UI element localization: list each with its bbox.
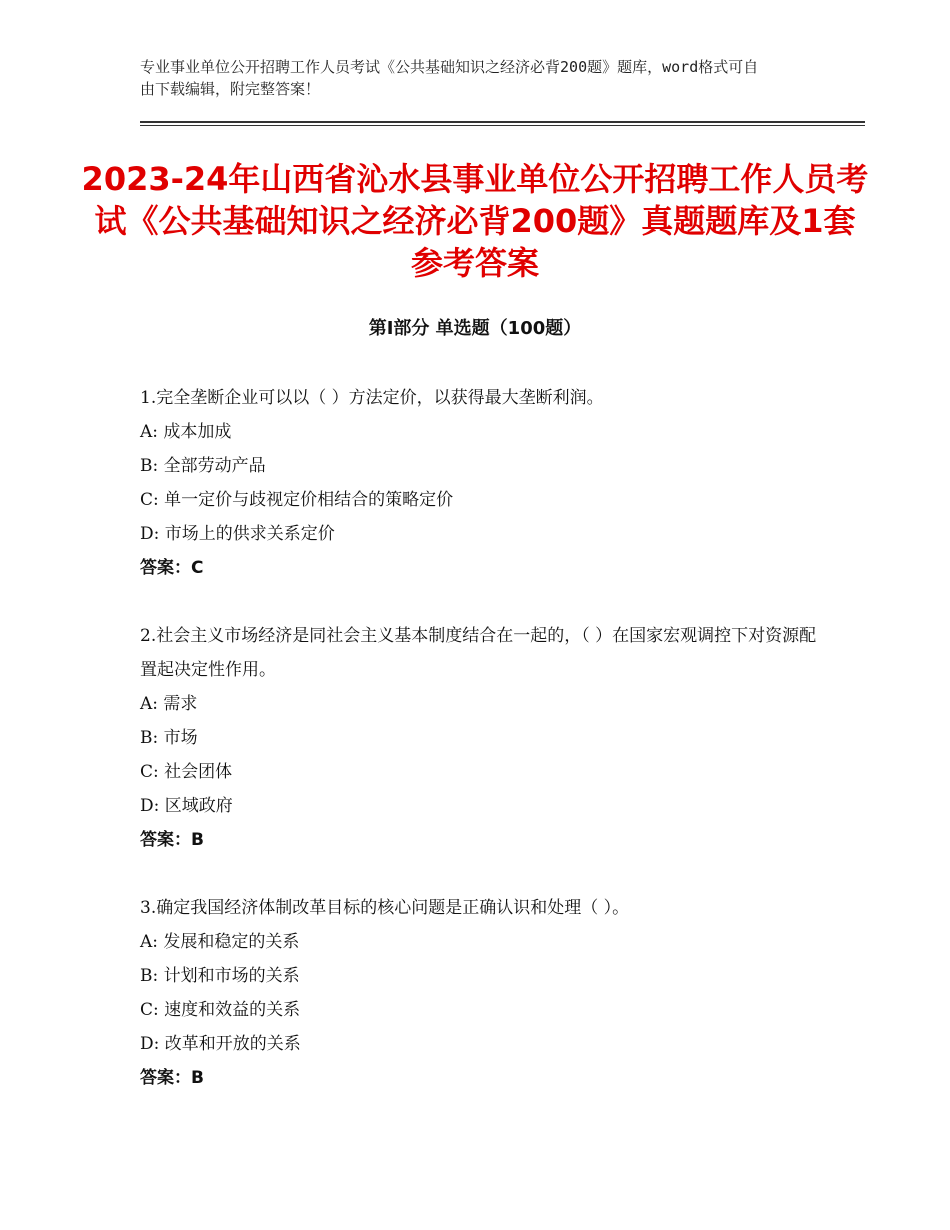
question-3: [140, 891, 830, 1095]
question-2: [140, 619, 830, 857]
option-b: B: 市场: [140, 728, 198, 748]
option-c: C: 社会团体: [140, 762, 233, 782]
answer: 答案：B: [140, 1068, 204, 1088]
option-d: D: 区域政府: [140, 796, 233, 816]
question-list: [140, 381, 830, 1095]
option-a: A: 成本加成: [140, 422, 232, 442]
answer: 答案：C: [140, 558, 204, 578]
header-rule-thin: [140, 125, 865, 126]
header-rule-thick: [140, 121, 865, 123]
option-b: B: 全部劳动产品: [140, 456, 266, 476]
question-1: [140, 381, 830, 585]
option-c: C: 速度和效益的关系: [140, 1000, 301, 1020]
option-c: C: 单一定价与歧视定价相结合的策略定价: [140, 490, 454, 510]
question-text: 3.确定我国经济体制改革目标的核心问题是正确认识和处理（ ）。: [140, 898, 630, 918]
question-text: 1.完全垄断企业可以以（ ）方法定价，以获得最大垄断利润。: [140, 388, 604, 408]
option-a: A: 需求: [140, 694, 198, 714]
question-text: 2.社会主义市场经济是同社会主义基本制度结合在一起的，（ ）在国家宏观调控下对资源配置起决定性作用。: [140, 626, 817, 680]
answer: 答案：B: [140, 830, 204, 850]
document-title: 2023-24年山西省沁水县事业单位公开招聘工作人员考试《公共基础知识之经济必背200题》真题题库及1套参考答案: [81, 160, 869, 282]
section-title: 第Ⅰ部分 单选题（100题）: [368, 318, 582, 339]
option-d: D: 市场上的供求关系定价: [140, 524, 335, 544]
header-note: 专业事业单位公开招聘工作人员考试《公共基础知识之经济必背200题》题库，word格式可自由下载编辑，附完整答案！: [140, 58, 759, 98]
option-a: A: 发展和稳定的关系: [140, 932, 300, 952]
option-b: B: 计划和市场的关系: [140, 966, 300, 986]
option-d: D: 改革和开放的关系: [140, 1034, 301, 1054]
